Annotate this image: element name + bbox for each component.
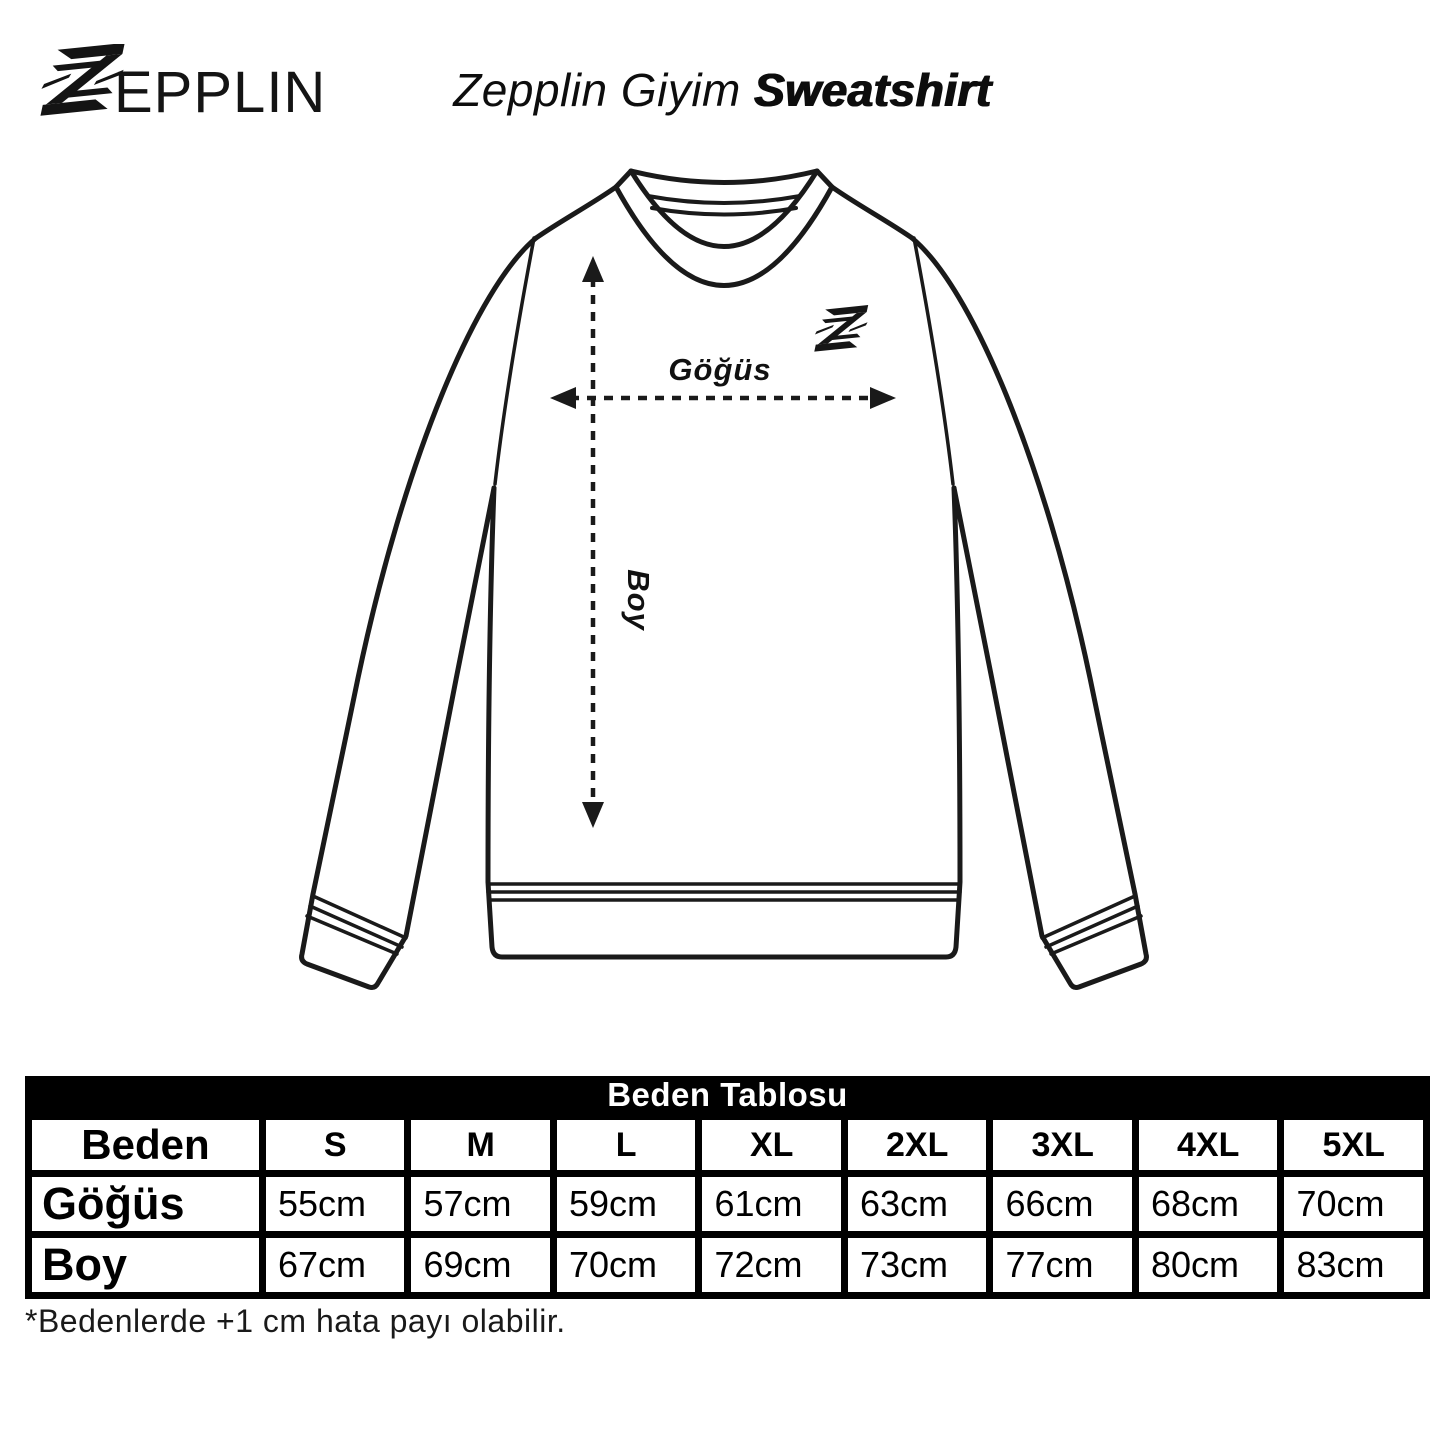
size-header-4xl: 4XL: [1139, 1120, 1278, 1170]
size-tolerance-footnote: *Bedenlerde +1 cm hata payı olabilir.: [25, 1303, 566, 1339]
size-table-header-row: [32, 1120, 1423, 1170]
size-header-m: M: [411, 1120, 550, 1170]
size-header-2xl: 2XL: [848, 1120, 987, 1170]
collar-back-arc: [631, 171, 817, 183]
chest-value-cell: 66cm: [993, 1177, 1132, 1231]
right-shoulder-path: [817, 171, 912, 238]
hem-rib-lines: [488, 884, 960, 900]
chest-value-cell: 70cm: [1284, 1177, 1423, 1231]
size-header-5xl: 5XL: [1284, 1120, 1423, 1170]
length-row: [32, 1238, 1423, 1292]
chest-arrowhead-right: [870, 387, 896, 409]
chest-value-cell: 59cm: [557, 1177, 696, 1231]
brand-logo-text: EPPLIN: [114, 60, 327, 125]
chest-value-cell: 57cm: [411, 1177, 550, 1231]
size-header-3xl: 3XL: [993, 1120, 1132, 1170]
collar-rib-lines: [648, 196, 800, 215]
size-table-title: Beden Tablosu: [607, 1076, 848, 1113]
page-title-regular: Zepplin Giyim: [453, 64, 741, 116]
length-row-label: Boy: [32, 1238, 259, 1292]
size-table: [25, 1076, 1430, 1299]
length-value-cell: 73cm: [848, 1238, 987, 1292]
right-cuff-rib-lines: [1042, 896, 1141, 954]
size-table-grid: [25, 1113, 1430, 1299]
length-value-cell: 80cm: [1139, 1238, 1278, 1292]
chest-value-cell: 63cm: [848, 1177, 987, 1231]
sweatshirt-diagram: [280, 150, 1160, 1030]
length-value-cell: 83cm: [1284, 1238, 1423, 1292]
chest-dimension-label: Göğüs: [668, 352, 772, 387]
length-dimension-label: Boy: [621, 569, 656, 631]
chest-row-label: Göğüs: [32, 1177, 259, 1231]
page-title-bold: Sweatshirt: [754, 64, 992, 116]
length-value-cell: 72cm: [702, 1238, 841, 1292]
size-header-xl: XL: [702, 1120, 841, 1170]
length-value-cell: 70cm: [557, 1238, 696, 1292]
left-sleeve-path: [302, 238, 536, 988]
length-arrowhead-bottom: [582, 802, 604, 828]
chest-value-cell: 68cm: [1139, 1177, 1278, 1231]
length-arrowhead-top: [582, 256, 604, 282]
length-value-cell: 69cm: [411, 1238, 550, 1292]
size-header-s: S: [266, 1120, 405, 1170]
sweatshirt-body-path: [488, 488, 960, 957]
chest-value-cell: 61cm: [702, 1177, 841, 1231]
page-title: [0, 64, 1445, 116]
length-value-cell: 77cm: [993, 1238, 1132, 1292]
left-shoulder-path: [536, 171, 631, 238]
size-header-l: L: [557, 1120, 696, 1170]
chest-arrowhead-left: [550, 387, 576, 409]
size-header-beden: Beden: [32, 1120, 259, 1170]
chest-z-logo-icon: [811, 305, 871, 352]
left-cuff-rib-lines: [307, 896, 406, 954]
chest-value-cell: 55cm: [266, 1177, 405, 1231]
length-value-cell: 67cm: [266, 1238, 405, 1292]
chest-row: [32, 1177, 1423, 1231]
right-sleeve-path: [912, 238, 1146, 988]
